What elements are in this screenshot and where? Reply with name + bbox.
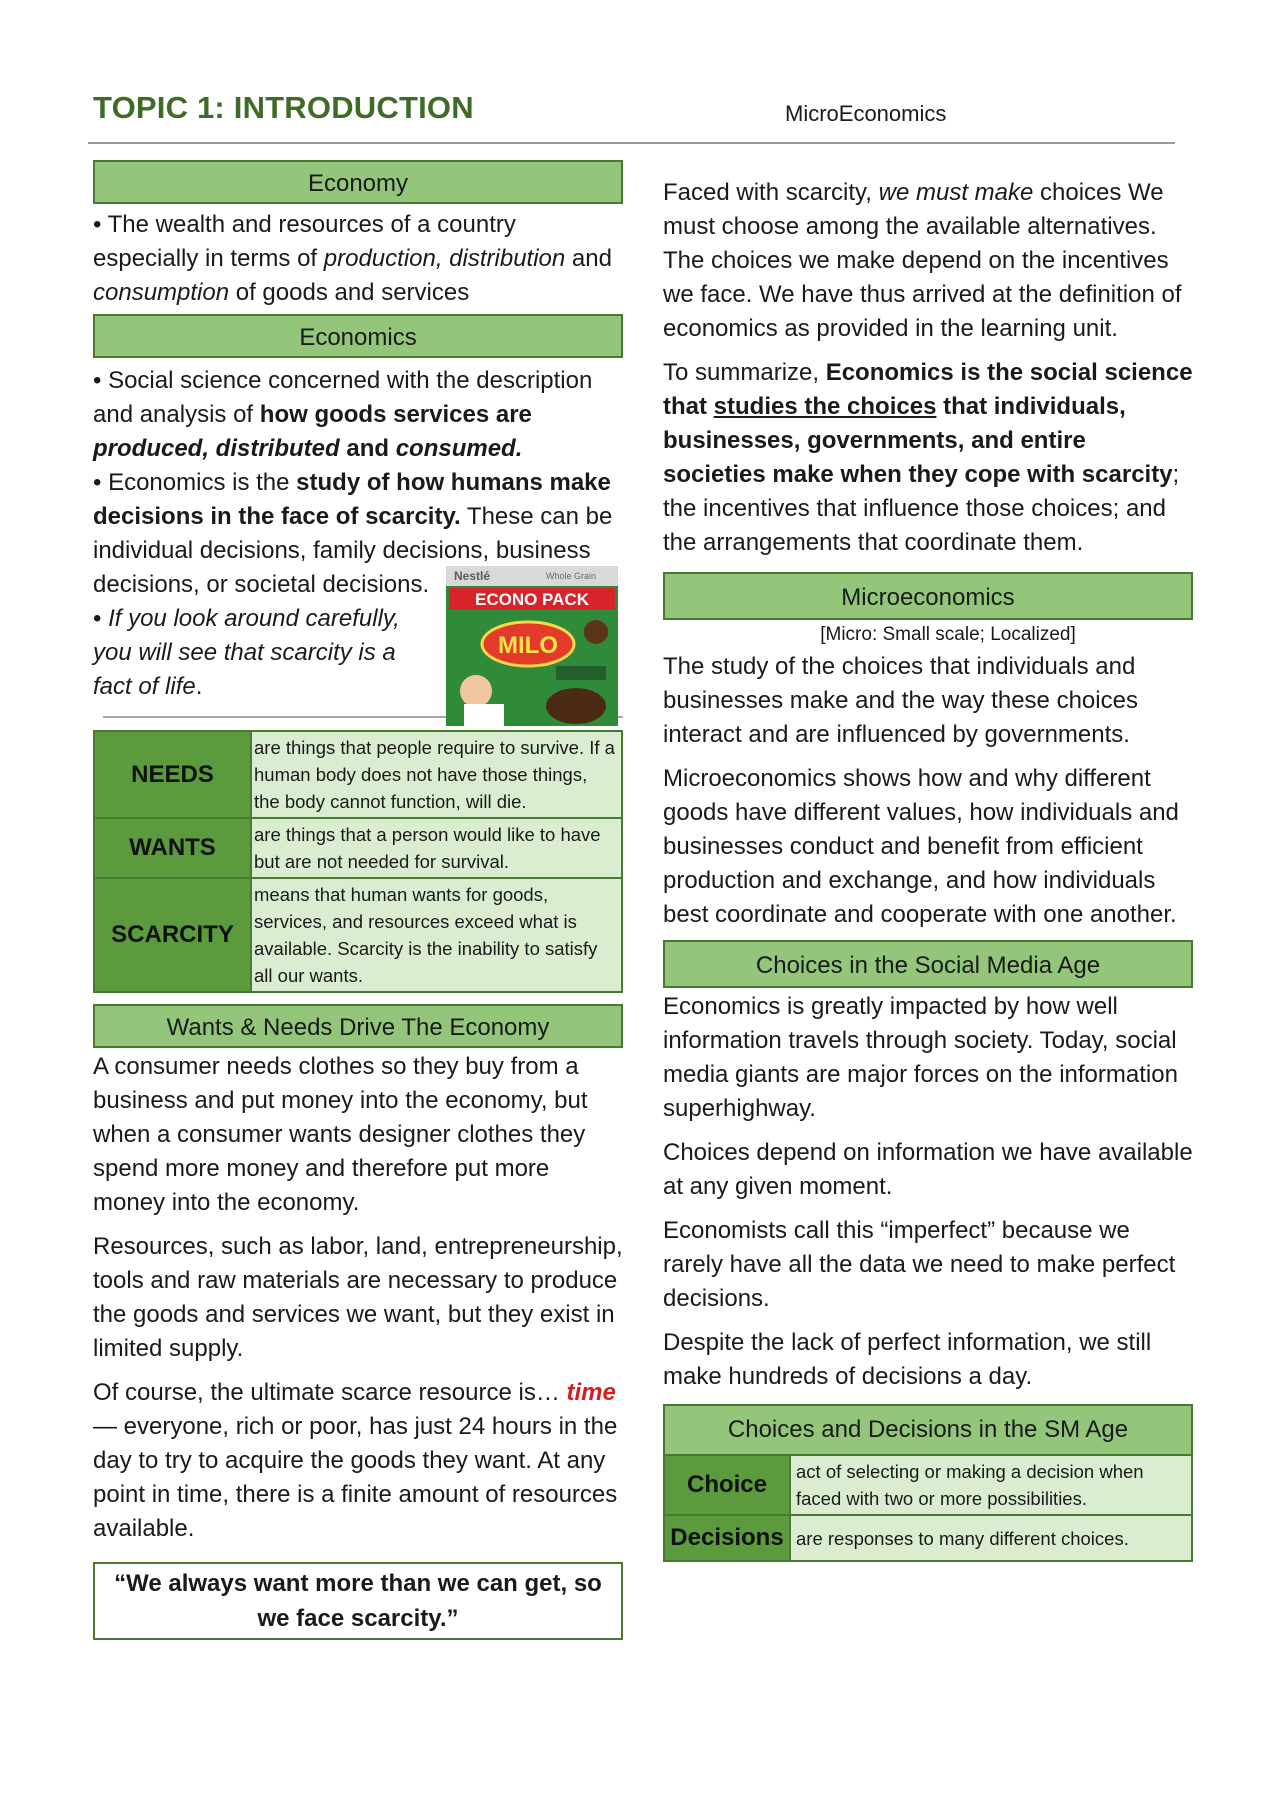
table-header-row (664, 1405, 1192, 1455)
choice-term: Choice (664, 1455, 790, 1515)
needs-term: NEEDS (94, 731, 251, 818)
table-row (94, 818, 622, 878)
summary-paragraph: To summarize, Economics is the social science that studies the choices that individuals, businesses, governments, and entire societies make when they cope with scarcity; the incentives that influence those choices; and the arrangements that coordinate them. (663, 359, 1193, 556)
economics-section (93, 364, 623, 704)
micro-paragraph-2: Microeconomics shows how and why different goods have different values, how individuals and businesses conduct and benefit from efficient production and exchange, and how individuals best coordinate and cooperate with one another. (663, 765, 1179, 928)
nestle-logo-text: Nestlé (454, 569, 491, 583)
right-column (663, 176, 1193, 1562)
drive-paragraph-1: A consumer needs clothes so they buy from a business and put money into the economy, but when a consumer wants designer clothes they spend more money and therefore put more money into the economy. (93, 1053, 588, 1216)
economy-definition: • The wealth and resources of a country especially in terms of production, distribution and consumption of goods and services (93, 211, 612, 306)
milo-logo-text: MILO (498, 632, 558, 659)
scarcity-term: SCARCITY (94, 878, 251, 992)
social-paragraph-3: Economists call this “imperfect” because we rarely have all the data we need to make perfect decisions. (663, 1217, 1176, 1312)
microeconomics-heading: Microeconomics (663, 572, 1193, 620)
micro-note: [Micro: Small scale; Localized] (820, 624, 1076, 645)
economy-heading: Economy (93, 160, 623, 204)
wants-term: WANTS (94, 818, 251, 878)
table-row (94, 731, 622, 818)
economics-bullet-1: • Social science concerned with the description and analysis of how goods services are produced, distributed and consumed. (93, 367, 593, 462)
milo-product-image (446, 566, 618, 726)
whole-grain-text: Whole Grain (546, 571, 597, 581)
scarcity-choices-paragraph: Faced with scarcity, we must make choices We must choose among the available alternatives. The choices we make depend on the incentives we face. We have thus arrived at the definition of economics as provided in the learning unit. (663, 179, 1182, 342)
econopack-text: ECONO PACK (475, 590, 589, 609)
decisions-definition: are responses to many different choices. (790, 1515, 1192, 1561)
wants-needs-heading: Wants & Needs Drive The Economy (93, 1004, 623, 1048)
table-row (664, 1455, 1192, 1515)
page-title: TOPIC 1: INTRODUCTION (93, 90, 474, 125)
needs-wants-table (93, 730, 623, 993)
choice-definition: act of selecting or making a decision when faced with two or more possibilities. (790, 1455, 1192, 1515)
social-paragraph-4: Despite the lack of perfect information, we still make hundreds of decisions a day. (663, 1329, 1152, 1390)
economics-bullet-2: • Economics is the study of how humans make decisions in the face of scarcity. These can be individual decisions, family decisions, business decisions, or societal decisions. (93, 469, 613, 598)
time-emphasis: time (566, 1379, 616, 1406)
social-paragraph-1: Economics is greatly impacted by how well information travels through society. Today, social media giants are major forces on the information superhighway. (663, 993, 1178, 1122)
drive-paragraph-3: Of course, the ultimate scarce resource is… time — everyone, rich or poor, has just 24 hours in the day to try to acquire the goods they want. At any point in time, there is a finite amount of resources available. (93, 1379, 618, 1542)
economics-heading: Economics (93, 314, 623, 358)
left-column (93, 160, 623, 1640)
table-row (664, 1515, 1192, 1561)
header-divider (88, 142, 1175, 144)
decisions-term: Decisions (664, 1515, 790, 1561)
scarcity-definition: means that human wants for goods, services, and resources exceed what is available. Scarcity is the inability to satisfy all our wants. (251, 878, 622, 992)
social-paragraph-2: Choices depend on information we have available at any given moment. (663, 1139, 1193, 1200)
micro-paragraph-1: The study of the choices that individuals and businesses make and the way these choices interact and are influenced by governments. (663, 653, 1138, 748)
wants-definition: are things that a person would like to have but are not needed for survival. (251, 818, 622, 878)
economics-bullet-3: • If you look around carefully, you will see that scarcity is a fact of life. (93, 605, 400, 700)
drive-paragraph-2: Resources, such as labor, land, entrepreneurship, tools and raw materials are necessary to produce the goods and services we want, but they exist in limited supply. (93, 1233, 623, 1362)
choices-decisions-table (663, 1404, 1193, 1562)
course-name: MicroEconomics (785, 101, 947, 126)
social-media-heading: Choices in the Social Media Age (663, 940, 1193, 988)
choices-decisions-heading: Choices and Decisions in the SM Age (664, 1405, 1192, 1455)
table-row (94, 878, 622, 992)
scarcity-quote: “We always want more than we can get, so we face scarcity.” (93, 1562, 623, 1640)
needs-definition: are things that people require to survive. If a human body does not have those things, the body cannot function, will die. (251, 731, 622, 818)
